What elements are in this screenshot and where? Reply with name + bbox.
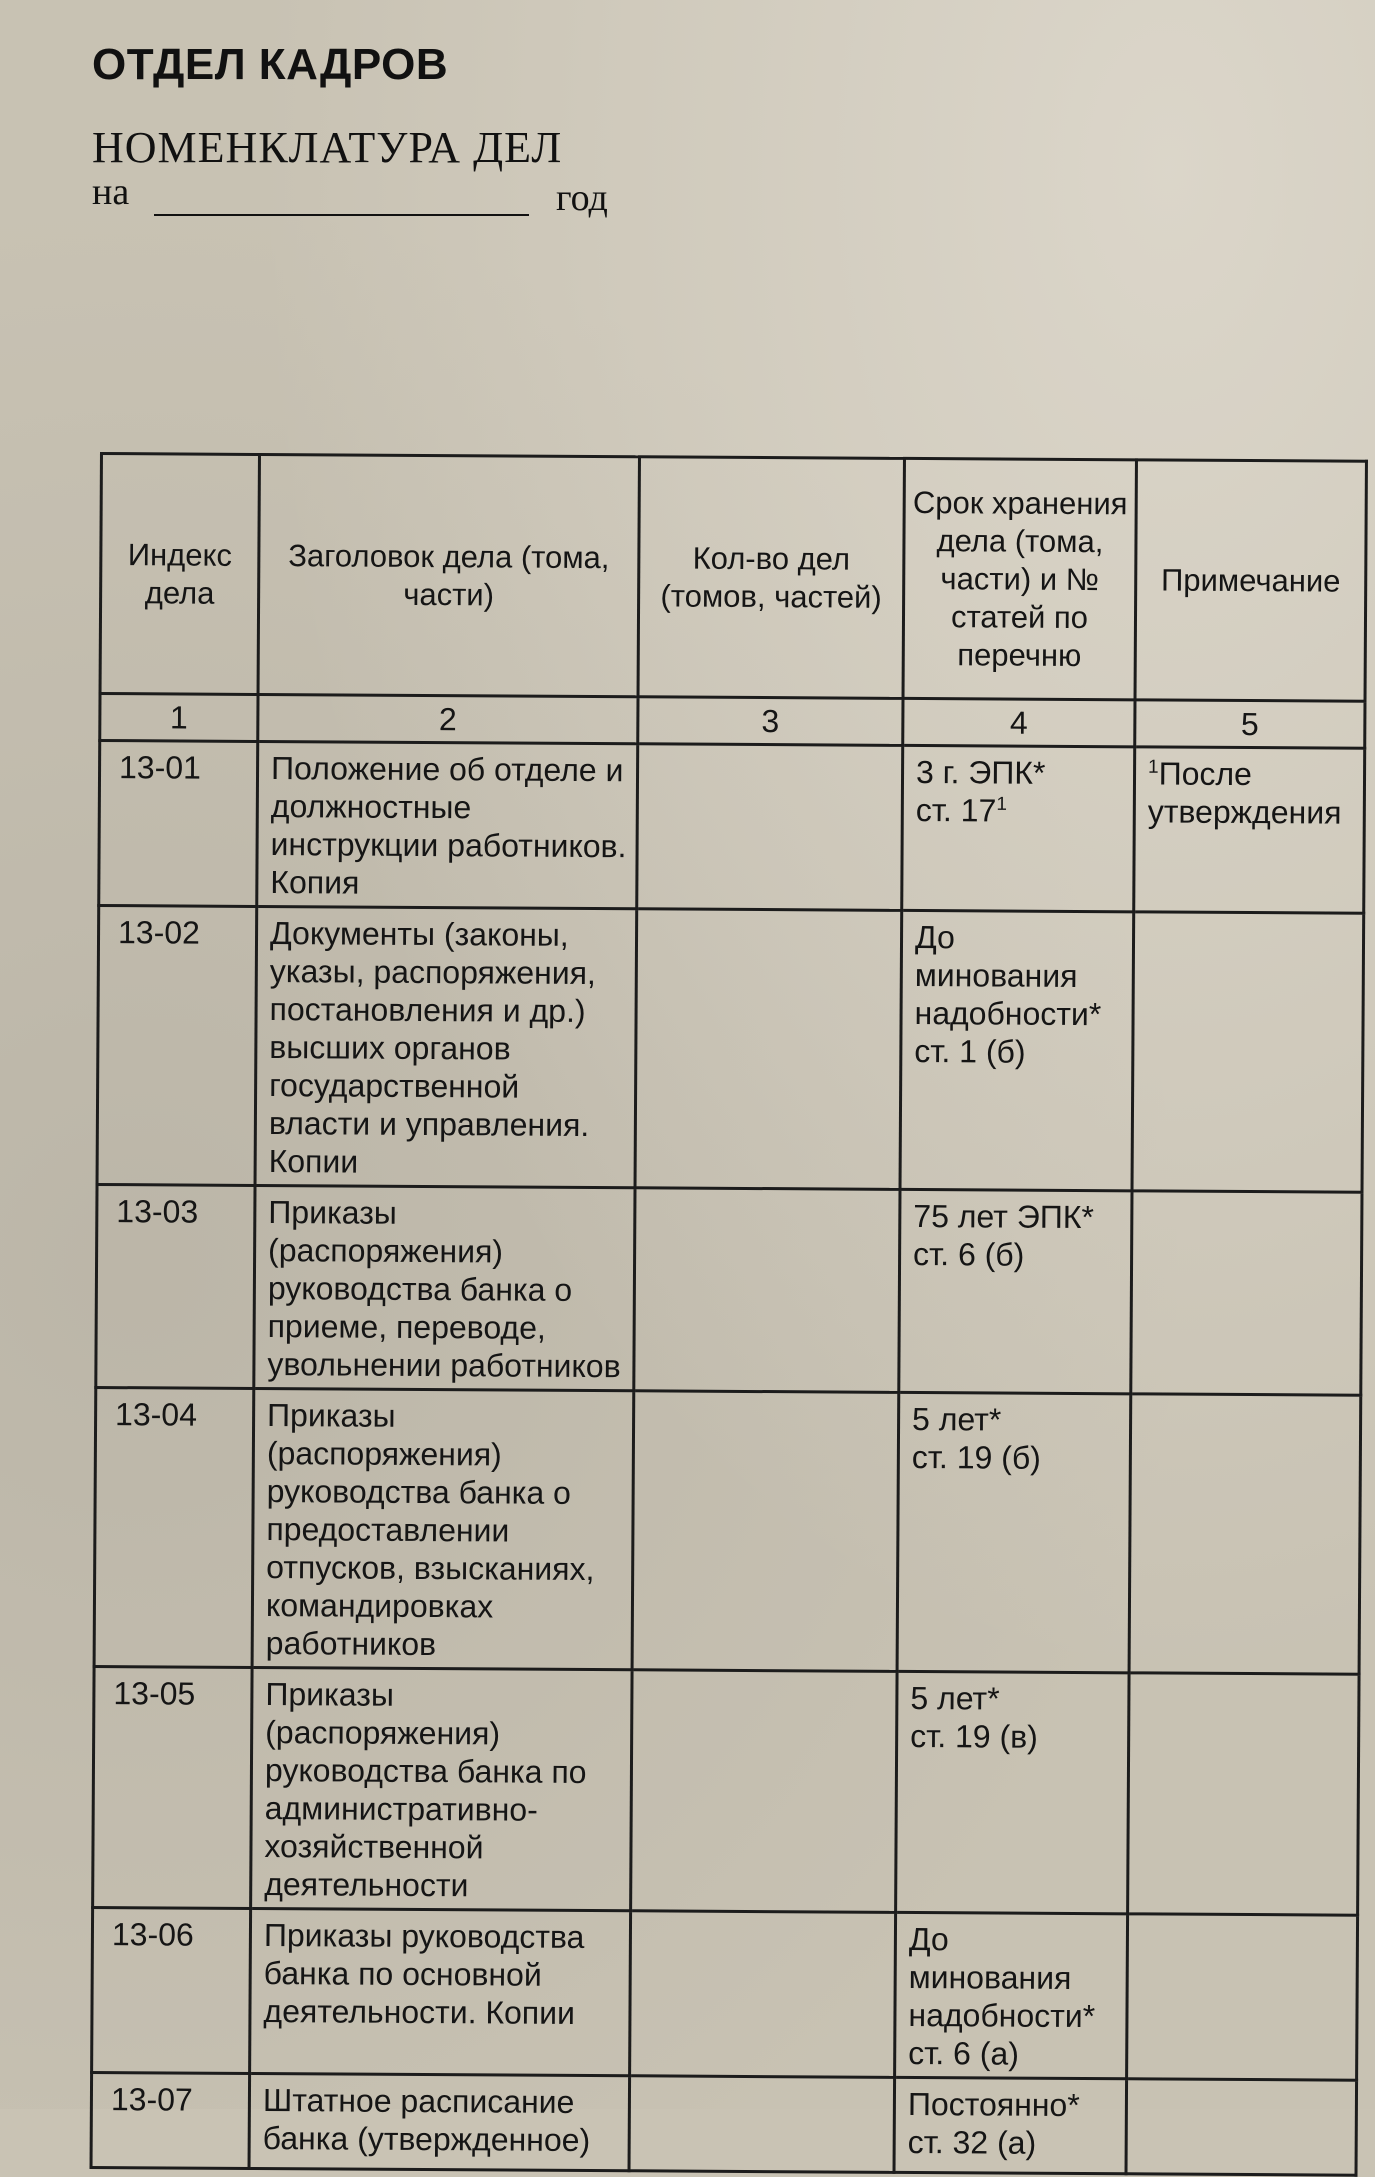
table-row	[94, 1387, 1361, 1674]
year-blank-field	[154, 214, 529, 216]
storage-article-text: ст. 17	[915, 791, 997, 829]
case-count	[630, 1911, 896, 2078]
case-title: Приказы (распоряжения) руководства банка по административно-хозяйственной деятельности	[251, 1667, 632, 1910]
storage-article	[916, 791, 1125, 830]
column-header-term: Срок хранения дела (тома, части) и № статей по перечню	[903, 458, 1136, 699]
case-count	[632, 1391, 899, 1672]
storage-article-text: ст. 32 (а)	[907, 2123, 1037, 2161]
table-row	[91, 2072, 1357, 2175]
storage-term-text: 5 лет*	[910, 1679, 1000, 1717]
storage-term-text: 5 лет*	[911, 1400, 1002, 1438]
case-index: 13-03	[96, 1184, 255, 1388]
table-row	[99, 741, 1365, 914]
case-title: Штатное расписание банка (утвержденное)	[249, 2073, 630, 2170]
case-index: 13-05	[93, 1666, 252, 1908]
storage-term-text: Постоянно*	[907, 2085, 1080, 2124]
storage-term	[897, 1392, 1131, 1672]
case-note	[1127, 1914, 1358, 2080]
case-title: Приказы (распоряжения) руководства банка о предоставлении отпусков, взысканиях, командировках работников	[252, 1388, 634, 1669]
case-index: 13-06	[92, 1907, 251, 2073]
storage-term	[895, 1912, 1128, 2078]
column-header-index: Индекс дела	[100, 454, 259, 695]
storage-term	[899, 1189, 1132, 1393]
table-row	[97, 906, 1364, 1193]
case-index: 13-07	[91, 2072, 250, 2168]
year-line	[92, 170, 652, 220]
column-header-count: Кол-во дел (томов, частей)	[638, 457, 904, 699]
case-count	[634, 1188, 900, 1393]
case-count	[635, 909, 902, 1190]
column-number: 2	[258, 694, 638, 743]
storage-term-text: До минования надобности*	[908, 1920, 1096, 2035]
year-suffix: год	[556, 177, 608, 219]
case-note	[1132, 912, 1364, 1192]
nomenclature-table	[90, 452, 1368, 2177]
document-title: НОМЕНКЛАТУРА ДЕЛ	[92, 123, 563, 172]
storage-term	[894, 2077, 1127, 2173]
case-note	[1129, 1394, 1361, 1674]
table-row	[96, 1184, 1362, 1395]
case-note	[1134, 747, 1365, 913]
table-row	[92, 1907, 1358, 2080]
storage-term-text: 3 г. ЭПК*	[915, 753, 1046, 791]
footnote-mark: 1	[996, 793, 1007, 815]
case-index: 13-04	[94, 1387, 254, 1667]
storage-term-text: 75 лет ЭПК*	[913, 1197, 1094, 1236]
department-heading: ОТДЕЛ КАДРОВ	[92, 40, 449, 89]
column-number: 1	[100, 694, 258, 742]
column-number: 5	[1135, 700, 1365, 748]
case-title: Документы (законы, указы, распоряжения, постановления и др.) высших органов государственной власти и управления. Копии	[255, 906, 637, 1187]
storage-article-text: ст. 6 (а)	[908, 2034, 1020, 2072]
case-count	[629, 2076, 895, 2173]
case-note-text: После утверждения	[1147, 755, 1342, 831]
footnote-mark: 1	[1148, 756, 1159, 778]
column-header-note: Примечание	[1135, 460, 1366, 701]
storage-term	[902, 745, 1135, 911]
case-note	[1131, 1191, 1362, 1395]
column-number: 3	[638, 697, 903, 746]
storage-term	[896, 1671, 1129, 1913]
column-number: 4	[903, 698, 1135, 746]
year-prefix: на	[92, 171, 130, 213]
table-row	[93, 1666, 1359, 1915]
storage-term	[900, 910, 1134, 1190]
storage-article-text: ст. 6 (б)	[913, 1235, 1025, 1273]
case-note	[1128, 1673, 1359, 1915]
case-index: 13-01	[99, 741, 258, 907]
column-header-title: Заголовок дела (тома, части)	[258, 454, 639, 696]
case-count	[637, 744, 903, 911]
column-number-row	[100, 694, 1365, 749]
case-note	[1126, 2079, 1357, 2175]
case-index: 13-02	[97, 906, 257, 1186]
storage-term-text: До минования надобности*	[914, 918, 1102, 1033]
table-header-row	[100, 454, 1366, 702]
storage-article-text: ст. 19 (в)	[910, 1717, 1038, 1755]
case-count	[631, 1670, 897, 1913]
storage-article-text: ст. 19 (б)	[911, 1438, 1041, 1476]
case-title: Приказы руководства банка по основной деятельности. Копии	[250, 1908, 631, 2075]
case-title: Положение об отделе и должностные инструкции работников. Копия	[257, 741, 638, 908]
case-title: Приказы (распоряжения) руководства банка о приеме, переводе, увольнении работников	[254, 1185, 635, 1390]
storage-article-text: ст. 1 (б)	[914, 1032, 1026, 1070]
